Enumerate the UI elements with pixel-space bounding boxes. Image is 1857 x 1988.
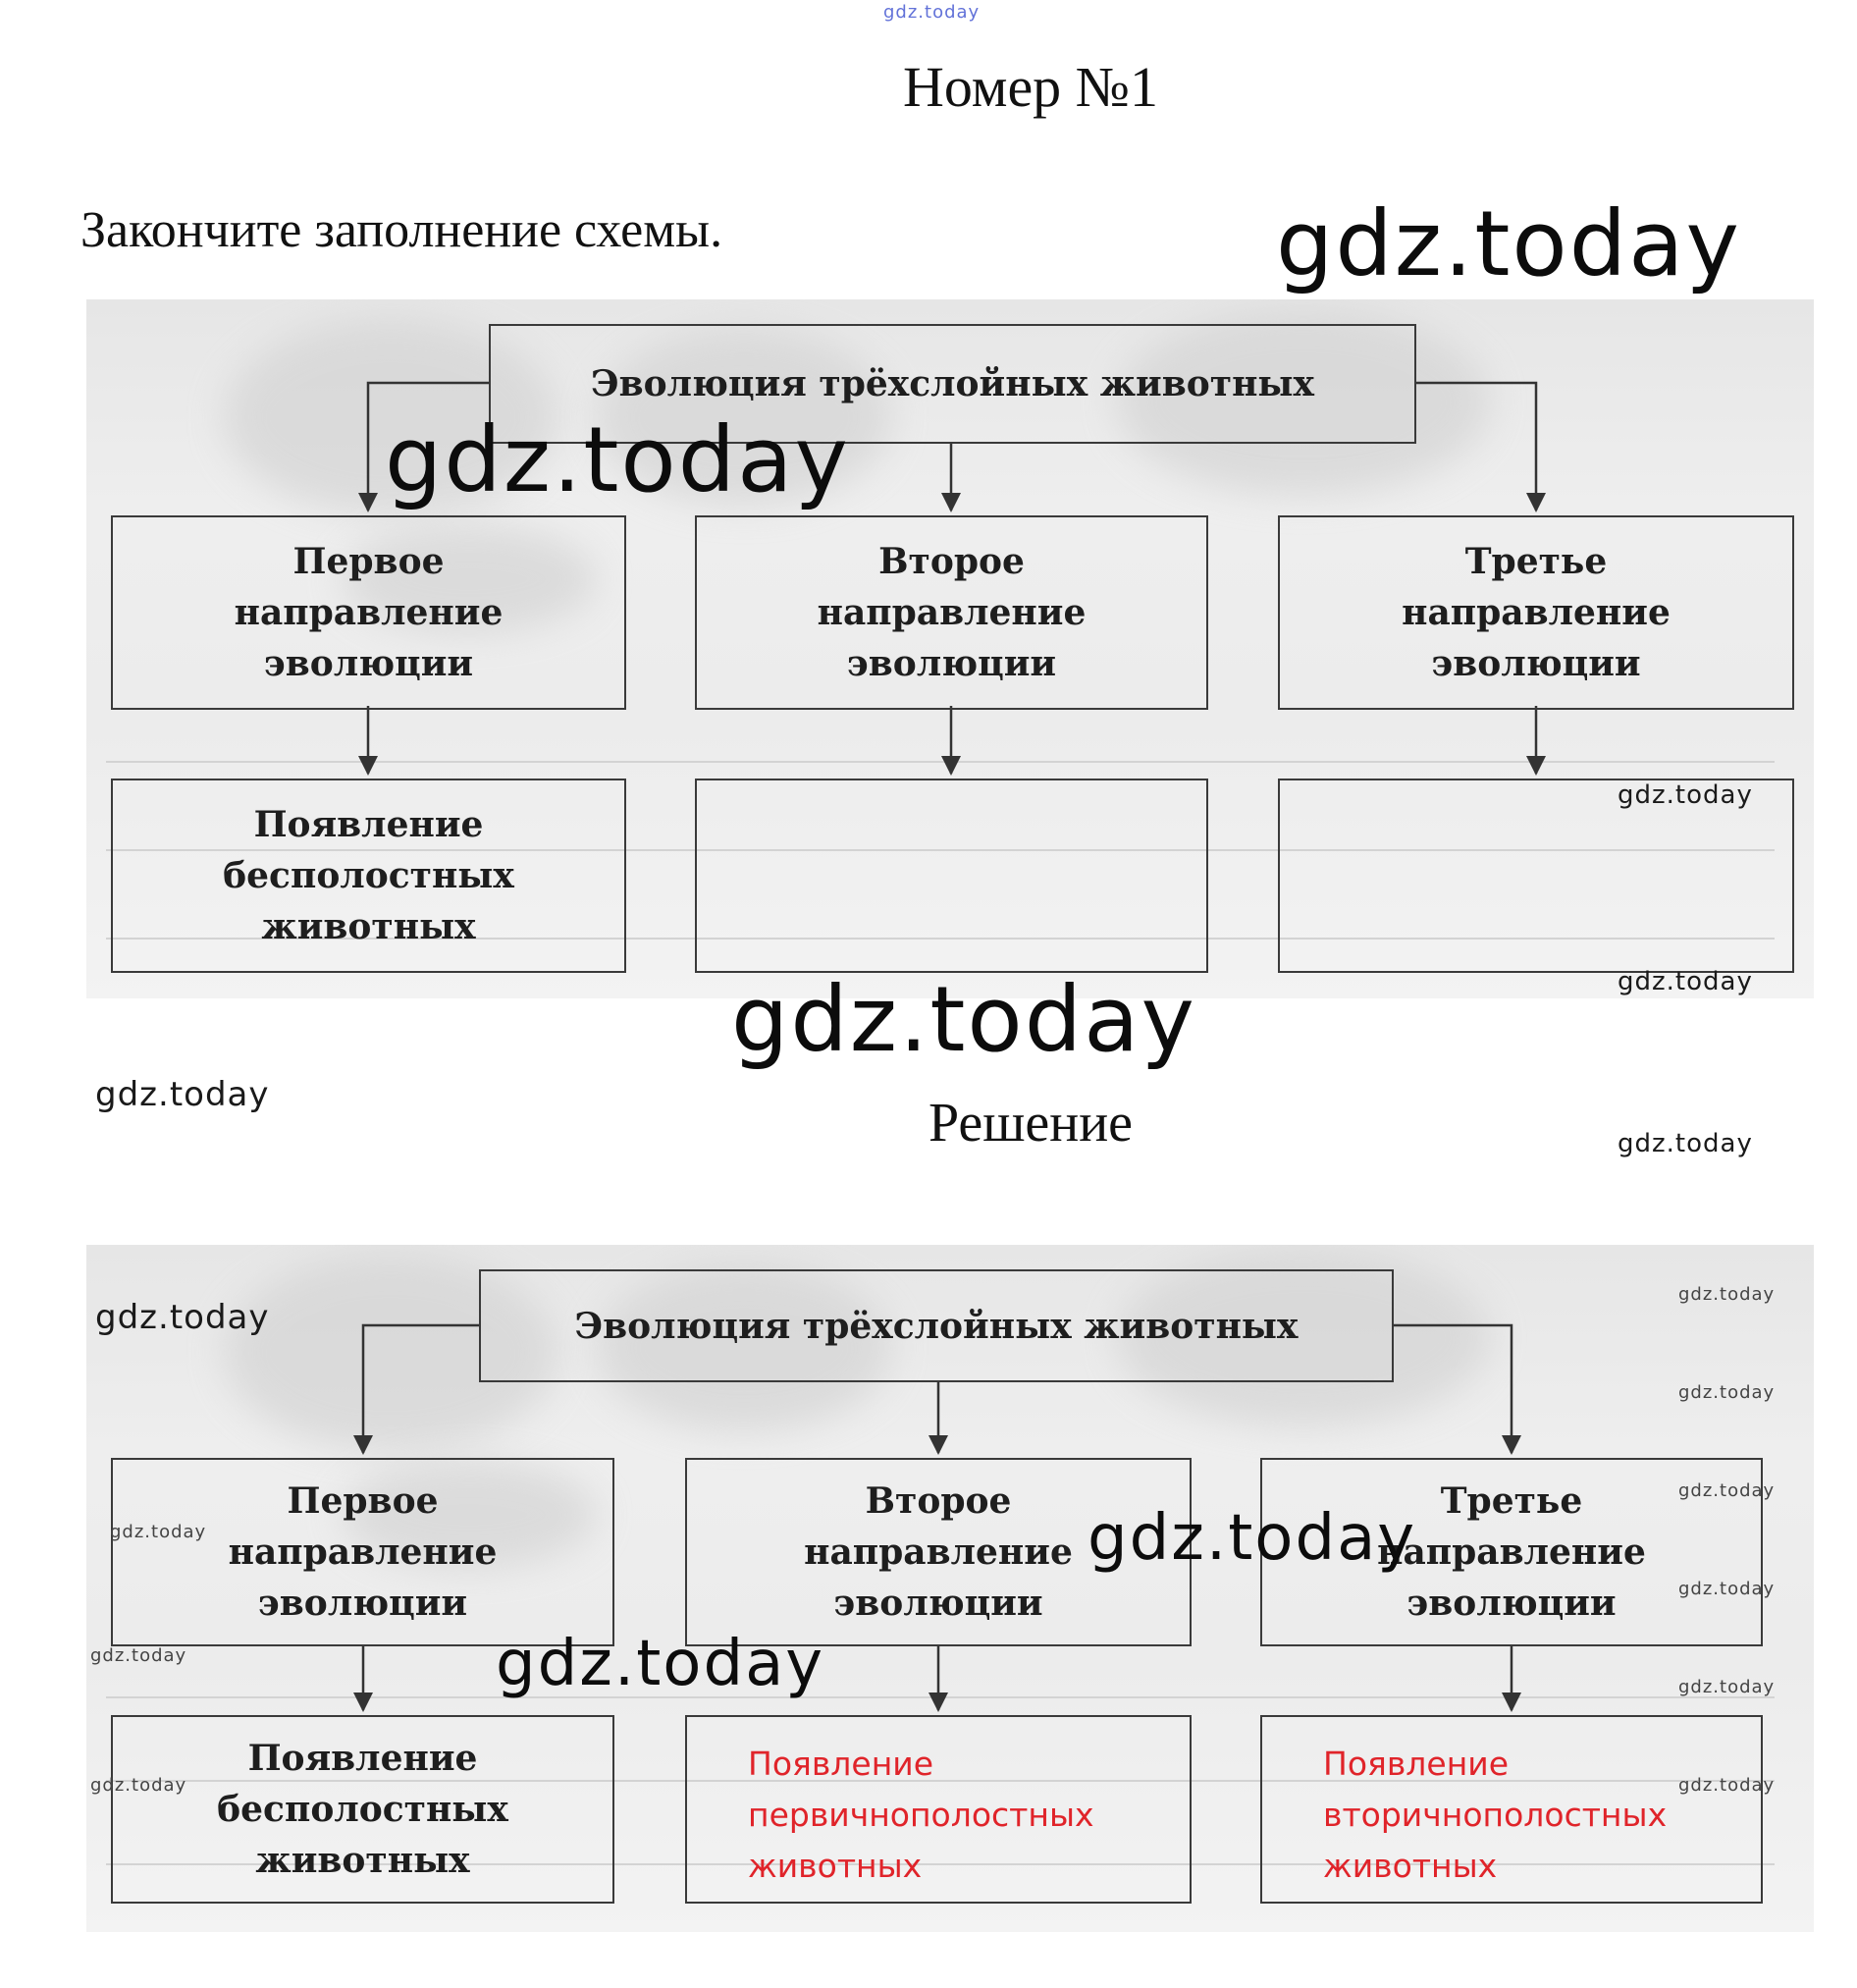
watermark: gdz.today: [1678, 1382, 1776, 1403]
watermark: gdz.today: [1678, 1284, 1776, 1305]
root-node: Эволюция трёхслойных животных: [489, 324, 1416, 444]
source-watermark: gdz.today: [883, 2, 981, 23]
watermark: gdz.today: [1618, 1129, 1753, 1158]
watermark: gdz.today: [1678, 1775, 1776, 1796]
watermark: gdz.today: [1678, 1677, 1776, 1697]
watermark: gdz.today: [385, 407, 850, 512]
page-title: Номер №1: [902, 55, 1159, 119]
outcome-3-answer-node: Появление вторичнополостных животных: [1260, 1715, 1763, 1904]
watermark: gdz.today: [1678, 1480, 1776, 1501]
watermark: gdz.today: [731, 967, 1196, 1072]
watermark: gdz.today: [1276, 191, 1741, 296]
direction-2-node: Второе направление эволюции: [695, 515, 1208, 710]
watermark: gdz.today: [1618, 967, 1753, 996]
watermark: gdz.today: [1618, 780, 1753, 810]
watermark: gdz.today: [95, 1075, 270, 1114]
watermark: gdz.today: [1088, 1502, 1417, 1575]
outcome-2-answer-node: Появление первичнополостных животных: [685, 1715, 1192, 1904]
task-diagram: [86, 299, 1814, 998]
direction-3-node: Третье направление эволюции: [1260, 1458, 1763, 1646]
watermark: gdz.today: [90, 1775, 187, 1796]
task-instruction: Закончите заполнение схемы.: [80, 202, 723, 258]
outcome-1-node: Появление бесполостных животных: [111, 779, 626, 973]
direction-3-node: Третье направление эволюции: [1278, 515, 1794, 710]
watermark: gdz.today: [110, 1522, 207, 1542]
direction-1-node: Первое направление эволюции: [111, 1458, 614, 1646]
direction-1-node: Первое направление эволюции: [111, 515, 626, 710]
watermark: gdz.today: [1678, 1579, 1776, 1599]
root-node: Эволюция трёхслойных животных: [479, 1269, 1394, 1382]
outcome-1-node: Появление бесполостных животных: [111, 1715, 614, 1904]
watermark: gdz.today: [90, 1645, 187, 1666]
solution-title: Решение: [928, 1093, 1134, 1154]
watermark: gdz.today: [496, 1628, 825, 1700]
direction-2-node: Второе направление эволюции: [685, 1458, 1192, 1646]
solution-diagram: [86, 1245, 1814, 1932]
outcome-2-blank-node: [695, 779, 1208, 973]
watermark: gdz.today: [95, 1298, 270, 1337]
